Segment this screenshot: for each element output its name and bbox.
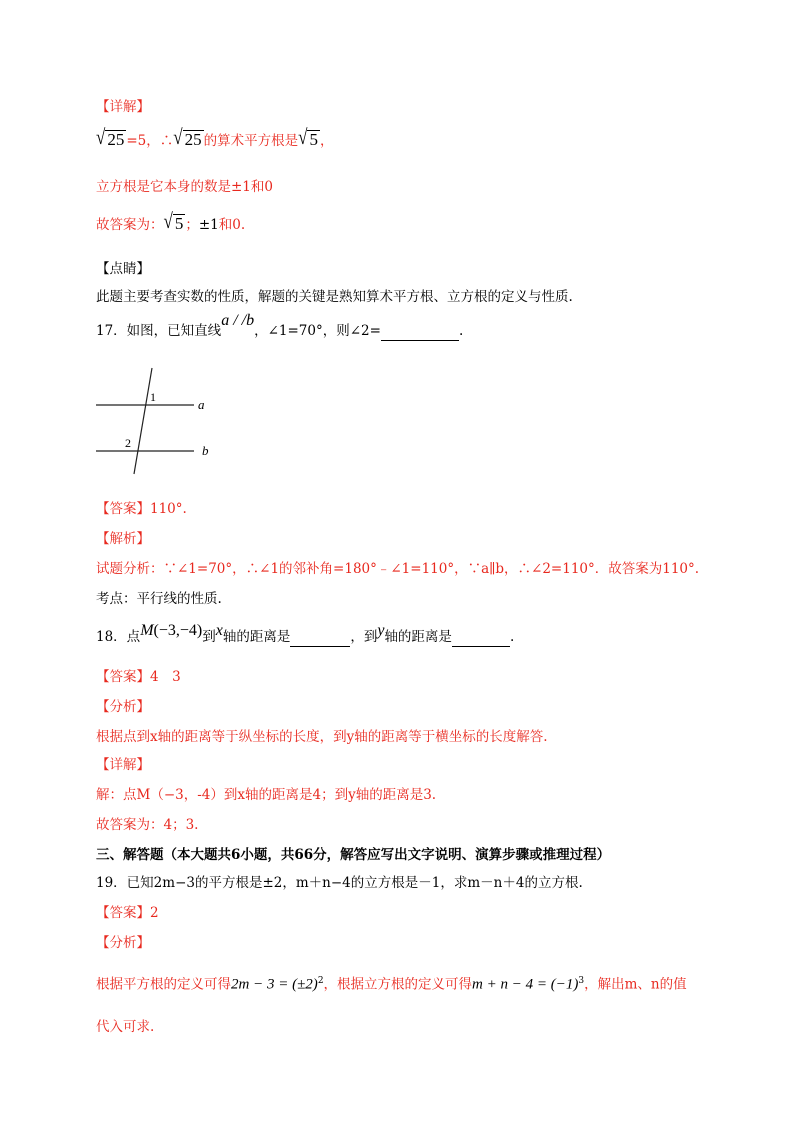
- q18-final: 故答案为：4；3.: [96, 817, 199, 833]
- q18-detail: 解：点M（−3，-4）到x轴的距离是4；到y轴的距离是3.: [96, 787, 437, 803]
- angle-2-label: 2: [125, 436, 131, 450]
- answer-line: 故答案为：√ 5 ；±1和0.: [96, 209, 246, 233]
- angle-1-label: 1: [150, 390, 156, 404]
- q19-question: 19．已知2m−3的平方根是±2，m＋n−4的立方根是－1，求m－n＋4的立方根.: [96, 875, 583, 891]
- q17-analysis-tag: 【解析】: [96, 531, 150, 547]
- cube-root-line: 立方根是它本身的数是±1和0: [96, 179, 273, 195]
- q18-answer: 【答案】4 3: [96, 669, 181, 685]
- q18-detail-tag: 【详解】: [96, 757, 150, 773]
- comment-text: 此题主要考查实数的性质，解题的关键是熟知算术平方根、立方根的定义与性质.: [96, 289, 573, 305]
- q17-analysis: 试题分析：∵∠1=70°，∴∠1的邻补角=180°﹣∠1=110°，∵a∥b，∴∠2=110°．故答案为110°.: [96, 561, 700, 577]
- q17-answer: 【答案】110°.: [96, 501, 187, 517]
- q19-analysis-tag: 【分析】: [96, 935, 150, 951]
- line-b-label: b: [202, 443, 209, 458]
- q17-question: 17．如图，已知直线a / /b，∠1=70°，则∠2= .: [96, 312, 464, 339]
- q17-kaodian: 考点：平行线的性质.: [96, 591, 222, 607]
- q18-analysis: 根据点到x轴的距离等于纵坐标的长度，到y轴的距离等于横坐标的长度解答.: [96, 729, 548, 745]
- q19-answer: 【答案】2: [96, 905, 159, 921]
- q19-analysis-line: 根据平方根的定义可得$2m - 3 = (\pm 2)^2$，根据立方根的定义可得$m + n - 4 = (-1)^3$，解出m、n的值: [96, 976, 687, 993]
- detail-tag: 【详解】: [96, 99, 150, 115]
- section-3-title: 三、解答题（本大题共6小题，共66分，解答应写出文字说明、演算步骤或推理过程）: [96, 847, 611, 863]
- line-a-label: a: [198, 397, 205, 412]
- sqrt-line: √ 25 =5，∴√ 25 的算术平方根是√ 5 ，: [96, 125, 334, 149]
- q19-analysis-cont: 代入可求.: [96, 1019, 155, 1035]
- q18-question: 18．点M(−3,−4)到x轴的距离是 ，到y轴的距离是 .: [96, 622, 515, 645]
- comment-tag: 【点睛】: [96, 261, 150, 277]
- parallel-lines-figure: [90, 362, 220, 480]
- q18-analysis-tag: 【分析】: [96, 699, 150, 715]
- transversal: [134, 368, 152, 474]
